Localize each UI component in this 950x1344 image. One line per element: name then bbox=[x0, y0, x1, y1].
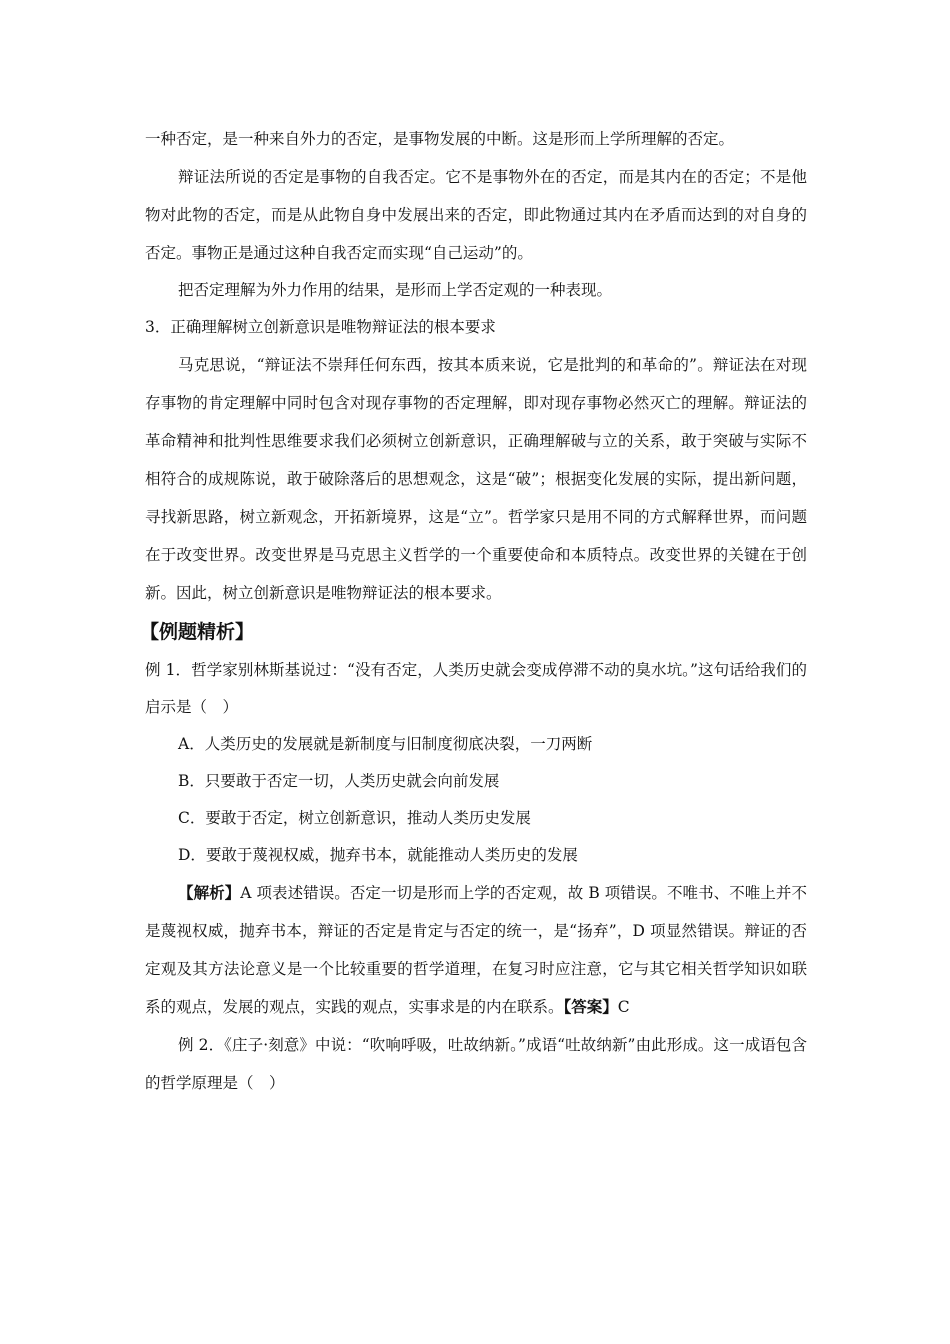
option-c: C．要敢于否定，树立创新意识，推动人类历史发展 bbox=[178, 809, 531, 827]
option-b: B．只要敢于否定一切，人类历史就会向前发展 bbox=[178, 772, 500, 790]
paragraph: 马克思说，“辩证法不崇拜任何东西，按其本质来说，它是批判的和革命的”。辩证法在对现存事物的肯定理解中同时包含对现存事物的否定理解，即对现存事物必然灭亡的理解。辩证法的革命精神和批判性思维要求我们必须树立创新意识，正确理解破与立的关系，敢于突破与实际不相符合的成规陈说，敢于破除落后的思想观念，这是“破”；根据变化发展的实际，提出新问题，寻找新思路，树立新观念，开拓新境界，这是“立”。哲学家只是用不同的方式解释世界，而问题在于改变世界。改变世界是马克思主义哲学的一个重要使命和本质特点。改变世界的关键在于创新。因此，树立创新意识是唯物辩证法的根本要求。 bbox=[145, 356, 807, 602]
answer-value: C bbox=[617, 998, 630, 1016]
analysis-paragraph bbox=[145, 874, 807, 1026]
example-question: 例 2．《庄子·刻意》中说：“吹响呼吸，吐故纳新。”成语“吐故纳新”由此形成。这一成语包含的哲学原理是（ ） bbox=[145, 1036, 807, 1092]
page-content bbox=[140, 120, 807, 1102]
answer-label: 【答案】 bbox=[563, 997, 618, 1016]
analysis-text: A 项表述错误。否定一切是形而上学的否定观，故 B 项错误。不唯书、不唯上并不是蔑视权威，抛弃书本，辩证的否定是肯定与否定的统一，是“扬弃”，D 项显然错误。辩证的否定观及其方法论意义是一个比较重要的哲学道理，在复习时应注意，它与其它相关哲学知识如联系的观点，发展的观点，实践的观点，实事求是的内在联系。 bbox=[145, 884, 807, 1016]
section-title: 【例题精析】 bbox=[140, 621, 255, 643]
subheading: 3．正确理解树立创新意识是唯物辩证法的根本要求 bbox=[145, 318, 496, 336]
option-d: D．要敢于蔑视权威，抛弃书本，就能推动人类历史的发展 bbox=[178, 846, 578, 864]
paragraph: 一种否定，是一种来自外力的否定，是事物发展的中断。这是形而上学所理解的否定。 bbox=[145, 130, 735, 148]
example-question: 例 1．哲学家别林斯基说过：“没有否定，人类历史就会变成停滞不动的臭水坑。”这句话给我们的启示是（ ） bbox=[145, 661, 807, 716]
paragraph: 把否定理解为外力作用的结果，是形而上学否定观的一种表现。 bbox=[178, 281, 613, 299]
analysis-label: 【解析】 bbox=[178, 883, 241, 902]
paragraph: 辩证法所说的否定是事物的自我否定。它不是事物外在的否定，而是其内在的否定；不是他物对此物的否定，而是从此物自身中发展出来的否定，即此物通过其内在矛盾而达到的对自身的否定。事物正是通过这种自我否定而实现“自己运动”的。 bbox=[145, 168, 807, 262]
option-a: A．人类历史的发展就是新制度与旧制度彻底决裂，一刀两断 bbox=[178, 735, 593, 753]
